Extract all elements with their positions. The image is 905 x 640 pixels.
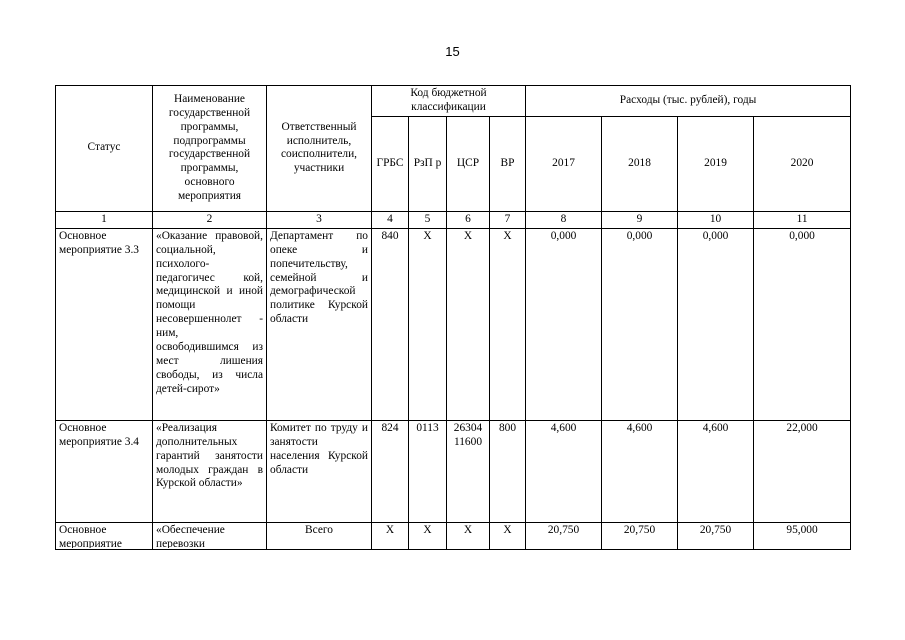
row-csr: Х (447, 522, 490, 549)
table-row (56, 522, 851, 549)
row-status: Основное мероприятие 3.4 (56, 420, 153, 522)
column-number: 3 (267, 211, 372, 228)
row-2018: 20,750 (602, 522, 678, 549)
header-row-1 (56, 86, 851, 117)
column-number: 9 (602, 211, 678, 228)
header-rzpr: РзП р (409, 116, 447, 211)
header-executor: Ответственный исполнитель, соисполнители, участники (267, 86, 372, 212)
row-2019: 0,000 (678, 228, 754, 420)
header-year-2017: 2017 (526, 116, 602, 211)
header-expenses: Расходы (тыс. рублей), годы (526, 86, 851, 117)
header-year-2020: 2020 (754, 116, 851, 211)
row-executor: Всего (305, 523, 333, 536)
row-2017: 0,000 (526, 228, 602, 420)
row-status: Основное мероприятие 3.3 (56, 228, 153, 420)
page-number: 15 (445, 44, 460, 59)
column-number: 5 (409, 211, 447, 228)
row-name: «Обеспечение перевозки (156, 523, 225, 548)
column-number: 4 (372, 211, 409, 228)
column-number: 1 (56, 211, 153, 228)
row-rzpr: 0113 (409, 420, 447, 522)
row-name: «Оказание правовой, социальной, психолого-педагогичес кой, медицинской и иной помощи несовершеннолет - ним, освободившимся из мест лишения свободы, из числа детей-сирот» (153, 228, 267, 420)
row-rzpr: Х (409, 522, 447, 549)
row-2018: 0,000 (602, 228, 678, 420)
row-2019: 20,750 (678, 522, 754, 549)
table-row (56, 420, 851, 522)
row-2020: 0,000 (754, 228, 851, 420)
row-vr: Х (490, 522, 526, 549)
column-number: 2 (153, 211, 267, 228)
header-status: Статус (56, 86, 153, 212)
row-rzpr: Х (409, 228, 447, 420)
row-grbs: 824 (372, 420, 409, 522)
row-vr: 800 (490, 420, 526, 522)
row-2019: 4,600 (678, 420, 754, 522)
header-budget-code: Код бюджетной классификации (372, 86, 526, 117)
row-status: Основное мероприятие (59, 523, 122, 548)
budget-table (55, 85, 851, 550)
column-number: 10 (678, 211, 754, 228)
column-number: 8 (526, 211, 602, 228)
row-2017: 4,600 (526, 420, 602, 522)
header-vr: ВР (490, 116, 526, 211)
row-executor: Департамент по опеке и попечительству, семейной и демографической политике Курской области (267, 228, 372, 420)
row-executor: Комитет по труду и занятости населения Курской области (267, 420, 372, 522)
column-numbers-row (56, 211, 851, 228)
row-grbs: Х (372, 522, 409, 549)
row-vr: Х (490, 228, 526, 420)
row-csr: 26304 11600 (447, 420, 490, 522)
header-year-2019: 2019 (678, 116, 754, 211)
row-name: «Реализация дополнительных гарантий занятости молодых граждан в Курской области» (153, 420, 267, 522)
row-csr: Х (447, 228, 490, 420)
column-number: 7 (490, 211, 526, 228)
header-name: Наименование государственной программы, подпрограммы государственной программы, основного мероприятия (153, 86, 267, 212)
table-row (56, 228, 851, 420)
column-number: 11 (754, 211, 851, 228)
column-number: 6 (447, 211, 490, 228)
header-csr: ЦСР (447, 116, 490, 211)
row-grbs: 840 (372, 228, 409, 420)
row-2018: 4,600 (602, 420, 678, 522)
header-year-2018: 2018 (602, 116, 678, 211)
row-2020: 95,000 (754, 522, 851, 549)
header-grbs: ГРБС (372, 116, 409, 211)
row-2017: 20,750 (526, 522, 602, 549)
row-2020: 22,000 (754, 420, 851, 522)
